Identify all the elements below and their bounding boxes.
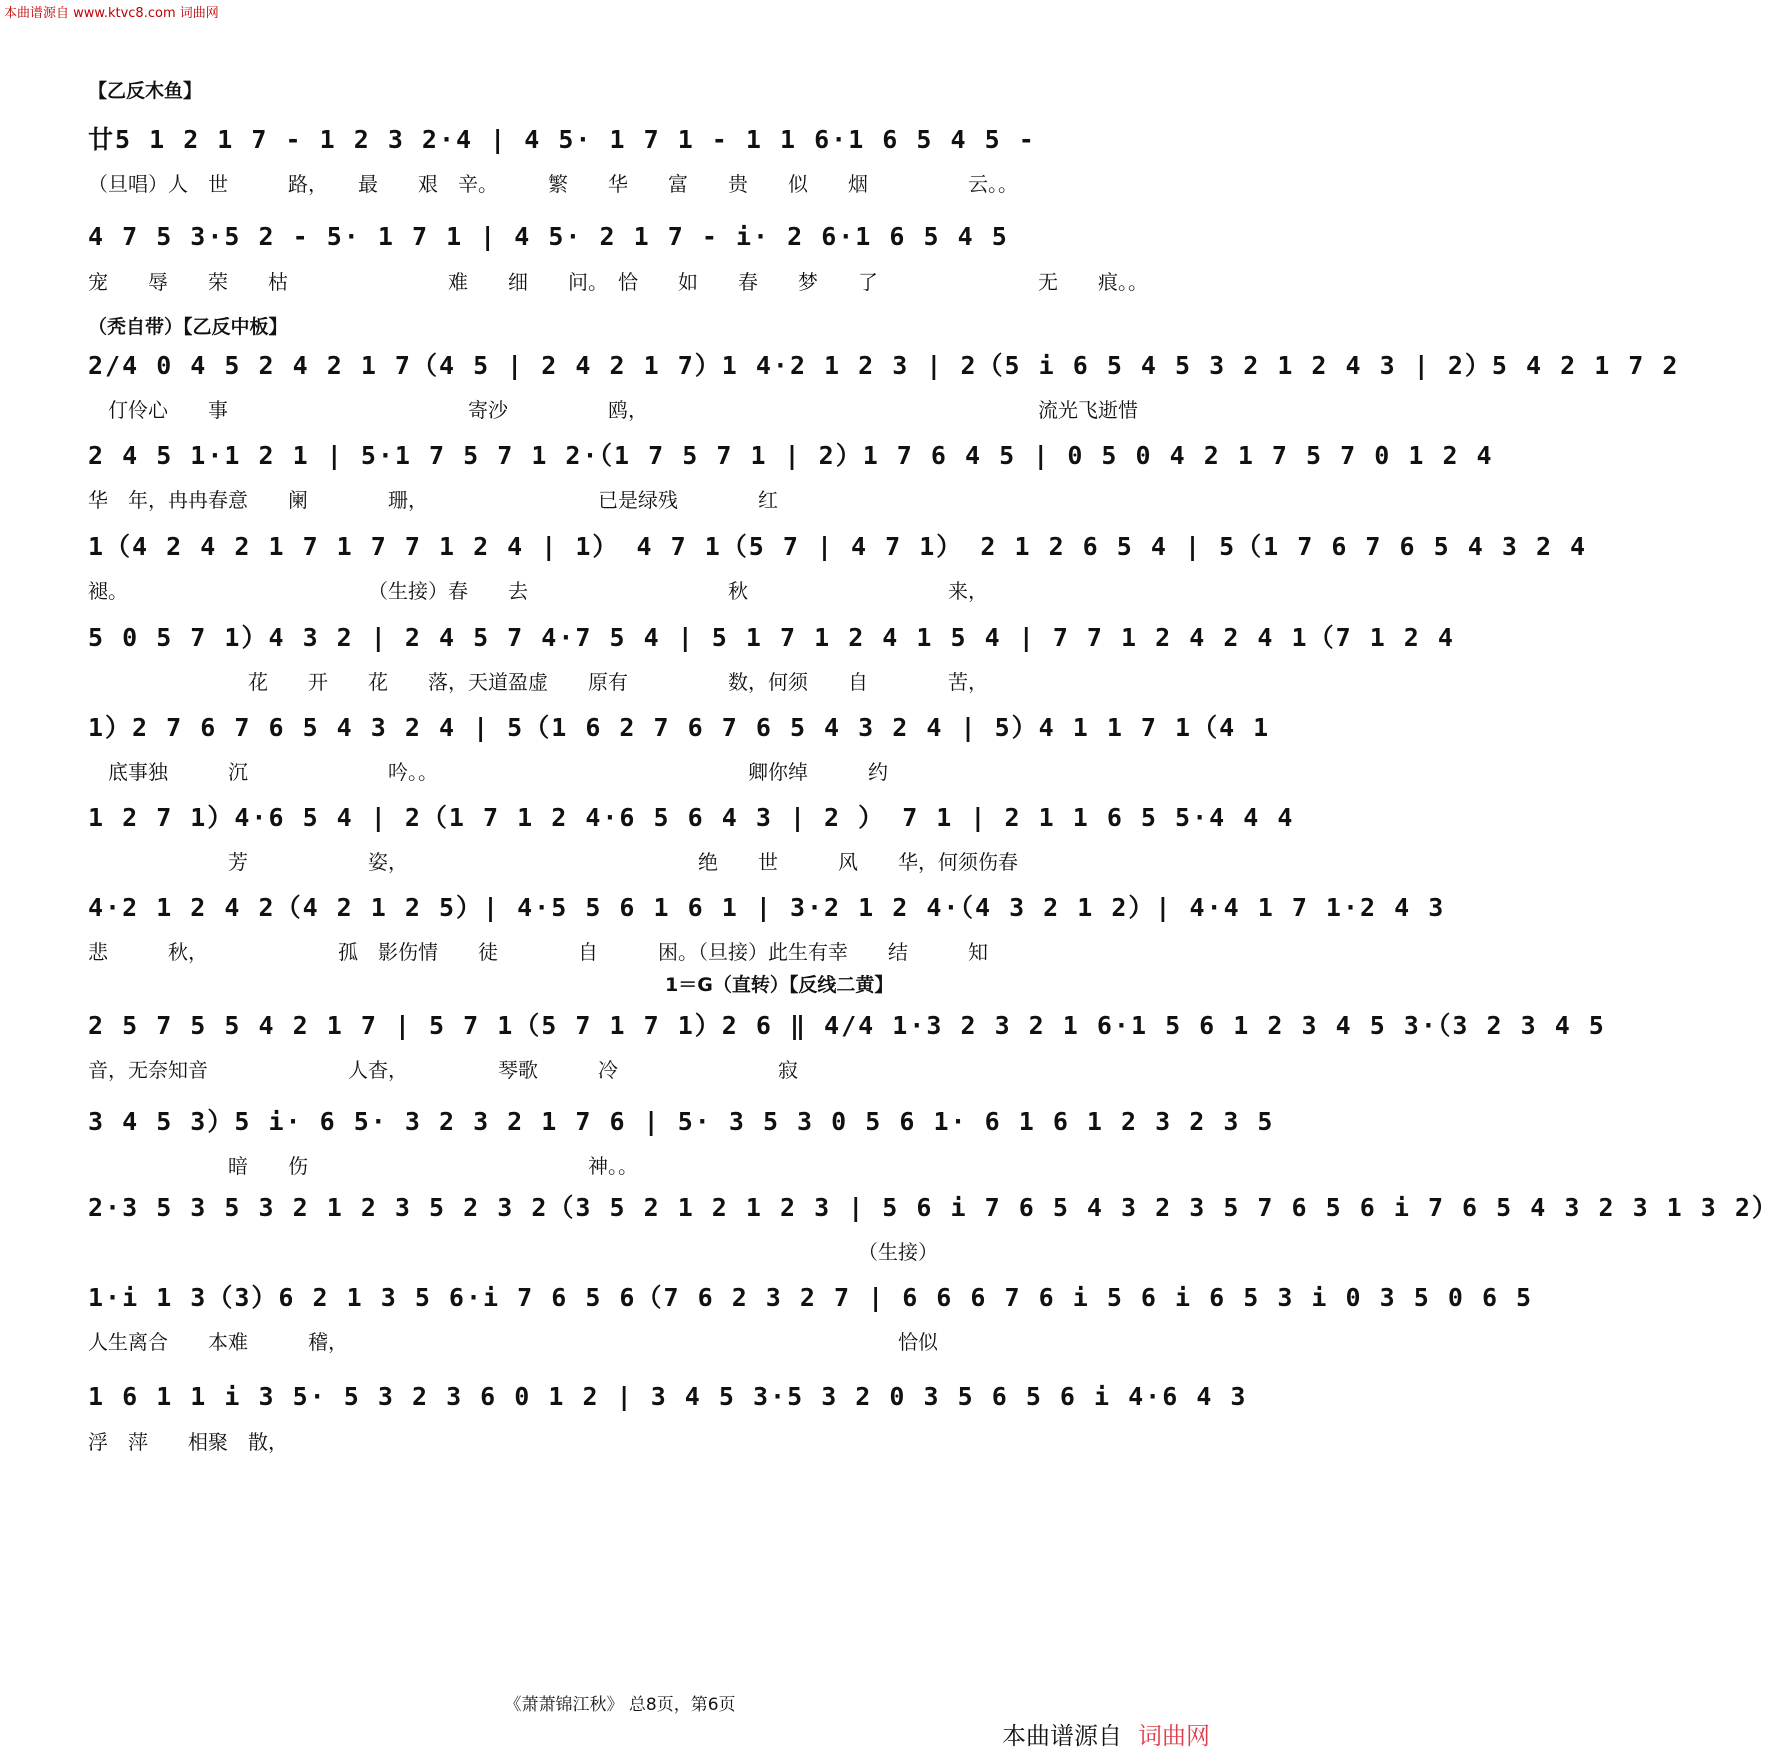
page-footer: 《萧萧锦江秋》 总8页，第6页 — [504, 1695, 736, 1715]
score-line-5 — [88, 525, 1588, 615]
notation-row: 廿5 1 2 1 7 - 1 2 3 2·4 | 4 5· 1 7 1 - 1 1 6·1 6 5 4 5 - — [88, 125, 1036, 154]
score-line-9 — [88, 886, 1446, 976]
section-label-yifan-zhongban: （秃自带）【乙反中板】 — [88, 316, 288, 338]
lyrics-row: 浮 萍 相聚 散， — [88, 1430, 288, 1454]
score-line-4 — [88, 434, 1494, 524]
lyrics-row: （生接） — [88, 1240, 938, 1264]
score-line-12 — [88, 1186, 1779, 1276]
lyrics-row: 音，无奈知音 人杳， 琴歌 冷 寂 — [88, 1058, 798, 1082]
lyrics-row: 宠 辱 荣 枯 难 细 问。 恰 如 春 梦 了 无 痕。。 — [88, 270, 1148, 294]
score-line-3 — [88, 344, 1680, 434]
lyrics-row: 芳 姿， 绝 世 风 华，何须伤春 — [88, 850, 1018, 874]
score-line-8 — [88, 796, 1295, 886]
notation-row: 4·2 1 2 4 2（4 2 1 2 5）| 4·5 5 6 1 6 1 | 3·2 1 2 4·（4 3 2 1 2）| 4·4 1 7 1·2 4 3 — [88, 893, 1446, 922]
brand-part1: 本曲谱源自 — [1002, 1722, 1122, 1750]
notation-row: 2·3 5 3 5 3 2 1 2 3 5 2 3 2（3 5 2 1 2 1 2 3 | 5 6 i 7 6 5 4 3 2 3 5 7 6 5 6 i 7 6 5 4 3 2 3 1 3 2） — [88, 1193, 1779, 1222]
score-line-6 — [88, 616, 1455, 706]
lyrics-row: 花 开 花 落，天道盈虚 原有 数，何须 自 苦， — [88, 670, 988, 694]
lyrics-row: （旦唱）人 世 路， 最 艰 辛。 繁 华 富 贵 似 烟 云。。 — [88, 172, 1018, 196]
lyrics-row: 底事独 沉 吟。。 卿你绰 约 — [88, 760, 888, 784]
lyrics-row: 暗 伤 神。。 — [88, 1154, 638, 1178]
notation-row: 3 4 5 3）5 i· 6 5· 3 2 3 2 1 7 6 | 5· 3 5 3 0 5 6 1· 6 1 6 1 2 3 2 3 5 — [88, 1107, 1275, 1136]
score-line-1 — [88, 118, 1158, 208]
score-line-14 — [88, 1376, 1248, 1466]
brand-watermark — [1002, 1716, 1210, 1751]
lyrics-row: 悲 秋， 孤 影伤情 徒 自 困。（旦接）此生有幸 结 知 — [88, 940, 988, 964]
notation-row: 2/4 0 4 5 2 4 2 1 7（4 5 | 2 4 2 1 7）1 4·2 1 2 3 | 2（5 i 6 5 4 5 3 2 1 2 4 3 | 2）5 4 2 1 7 2 — [88, 351, 1680, 380]
watermark-top: 本曲谱源自 www.ktvc8.com 词曲网 — [4, 6, 219, 21]
lyrics-row: 褪。 （生接）春 去 秋 来， — [88, 579, 988, 603]
notation-row: 5 0 5 7 1）4 3 2 | 2 4 5 7 4·7 5 4 | 5 1 7 1 2 4 1 5 4 | 7 7 1 2 4 2 4 1（7 1 2 4 — [88, 623, 1455, 652]
notation-row: 1 2 7 1）4·6 5 4 | 2（1 7 1 2 4·6 5 6 4 3 | 2 ） 7 1 | 2 1 1 6 5 5·4 4 4 — [88, 803, 1295, 832]
notation-row: 1（4 2 4 2 1 7 1 7 7 1 2 4 | 1） 4 7 1（5 7 | 4 7 1） 2 1 2 6 5 4 | 5（1 7 6 7 6 5 4 3 2 4 — [88, 532, 1588, 561]
lyrics-row: 仃伶心 事 寄沙 鸥， 流光飞逝惜 — [88, 398, 1138, 422]
lyrics-row: 人生离合 本难 稽， 恰似 — [88, 1330, 938, 1354]
notation-row: 1·i 1 3（3）6 2 1 3 5 6·i 7 6 5 6（7 6 2 3 2 7 | 6 6 6 7 6 i 5 6 i 6 5 3 i 0 3 5 0 6 5 — [88, 1283, 1534, 1312]
section-label-yifan-muyu: 【乙反木鱼】 — [88, 80, 203, 102]
notation-row: 2 4 5 1·1 2 1 | 5·1 7 5 7 1 2·（1 7 5 7 1 | 2）1 7 6 4 5 | 0 5 0 4 2 1 7 5 7 0 1 2 4 — [88, 441, 1494, 470]
key-signature-label: 1＝G（直转）【反线二黄】 — [665, 974, 894, 996]
notation-row: 2 5 7 5 5 4 2 1 7 | 5 7 1（5 7 1 7 1）2 6 ‖ 4/4 1·3 2 3 2 1 6·1 5 6 1 2 3 4 5 3·（3 2 3 4 5 — [88, 1011, 1606, 1040]
score-line-13 — [88, 1276, 1534, 1366]
brand-part2: 词曲网 — [1138, 1722, 1210, 1750]
score-line-7 — [88, 706, 1271, 796]
notation-row: 1 6 1 1 i 3 5· 5 3 2 3 6 0 1 2 | 3 4 5 3·5 3 2 0 3 5 6 5 6 i 4·6 4 3 — [88, 1381, 1248, 1411]
score-line-11 — [88, 1100, 1275, 1190]
score-line-2 — [88, 216, 1158, 306]
notation-row: 1）2 7 6 7 6 5 4 3 2 4 | 5（1 6 2 7 6 7 6 5 4 3 2 4 | 5）4 1 1 7 1（4 1 — [88, 713, 1271, 742]
lyrics-row: 华 年，冉冉春意 阑 珊， 已是绿残 红 — [88, 488, 778, 512]
notation-row: 4 7 5 3·5 2 - 5· 1 7 1 | 4 5· 2 1 7 - i· 2 6·1 6 5 4 5 — [88, 221, 1009, 251]
score-line-10 — [88, 1004, 1606, 1094]
